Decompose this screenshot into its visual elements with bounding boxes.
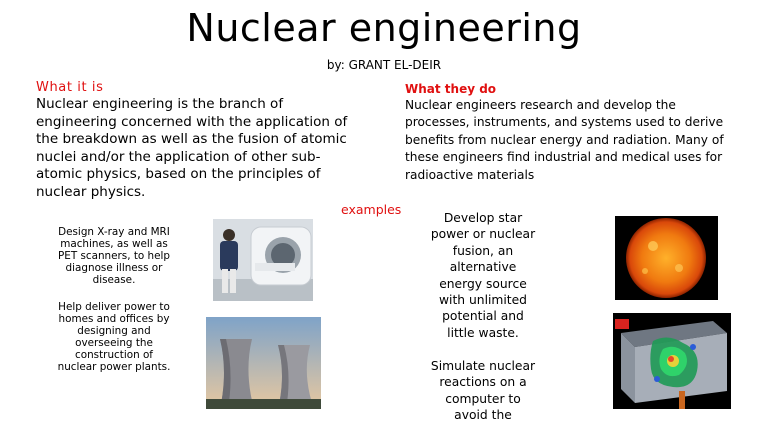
page-title: Nuclear engineering xyxy=(186,6,582,50)
sun-image xyxy=(615,216,718,300)
cooling-towers-image xyxy=(206,317,321,409)
mri-caption: Design X-ray and MRI machines, as well as PET scanners, to help diagnose illness or disease. xyxy=(57,226,171,286)
what-it-is-body: Nuclear engineering is the branch of engineering concerned with the application of the breakdown as well as the fusion of atomic nuclei and/or the application of other sub-atomic physics, based on the principles of nuclear physics. xyxy=(36,96,348,200)
mri-scanner-image xyxy=(213,219,313,301)
simulation-render-image xyxy=(613,313,731,409)
simulation-text: Simulate nuclear reactions on a computer to avoid the xyxy=(430,359,536,423)
power-plant-caption: Help deliver power to homes and offices by designing and overseeing the construction of nuclear power plants. xyxy=(57,301,171,373)
what-it-is-heading: What it is xyxy=(36,80,104,95)
author-byline: by: GRANT EL-DEIR xyxy=(326,58,442,72)
what-they-do-body: Nuclear engineers research and develop the processes, instruments, and systems used to derive benefits from nuclear energy and radiation. Many of these engineers find industrial and medical uses for radioactive materials xyxy=(405,98,724,182)
star-power-text: Develop star power or nuclear fusion, an alternative energy source with unlimited potential and little waste. xyxy=(430,211,536,340)
what-they-do-heading: What they do xyxy=(405,82,497,96)
examples-label: examples xyxy=(341,202,402,217)
